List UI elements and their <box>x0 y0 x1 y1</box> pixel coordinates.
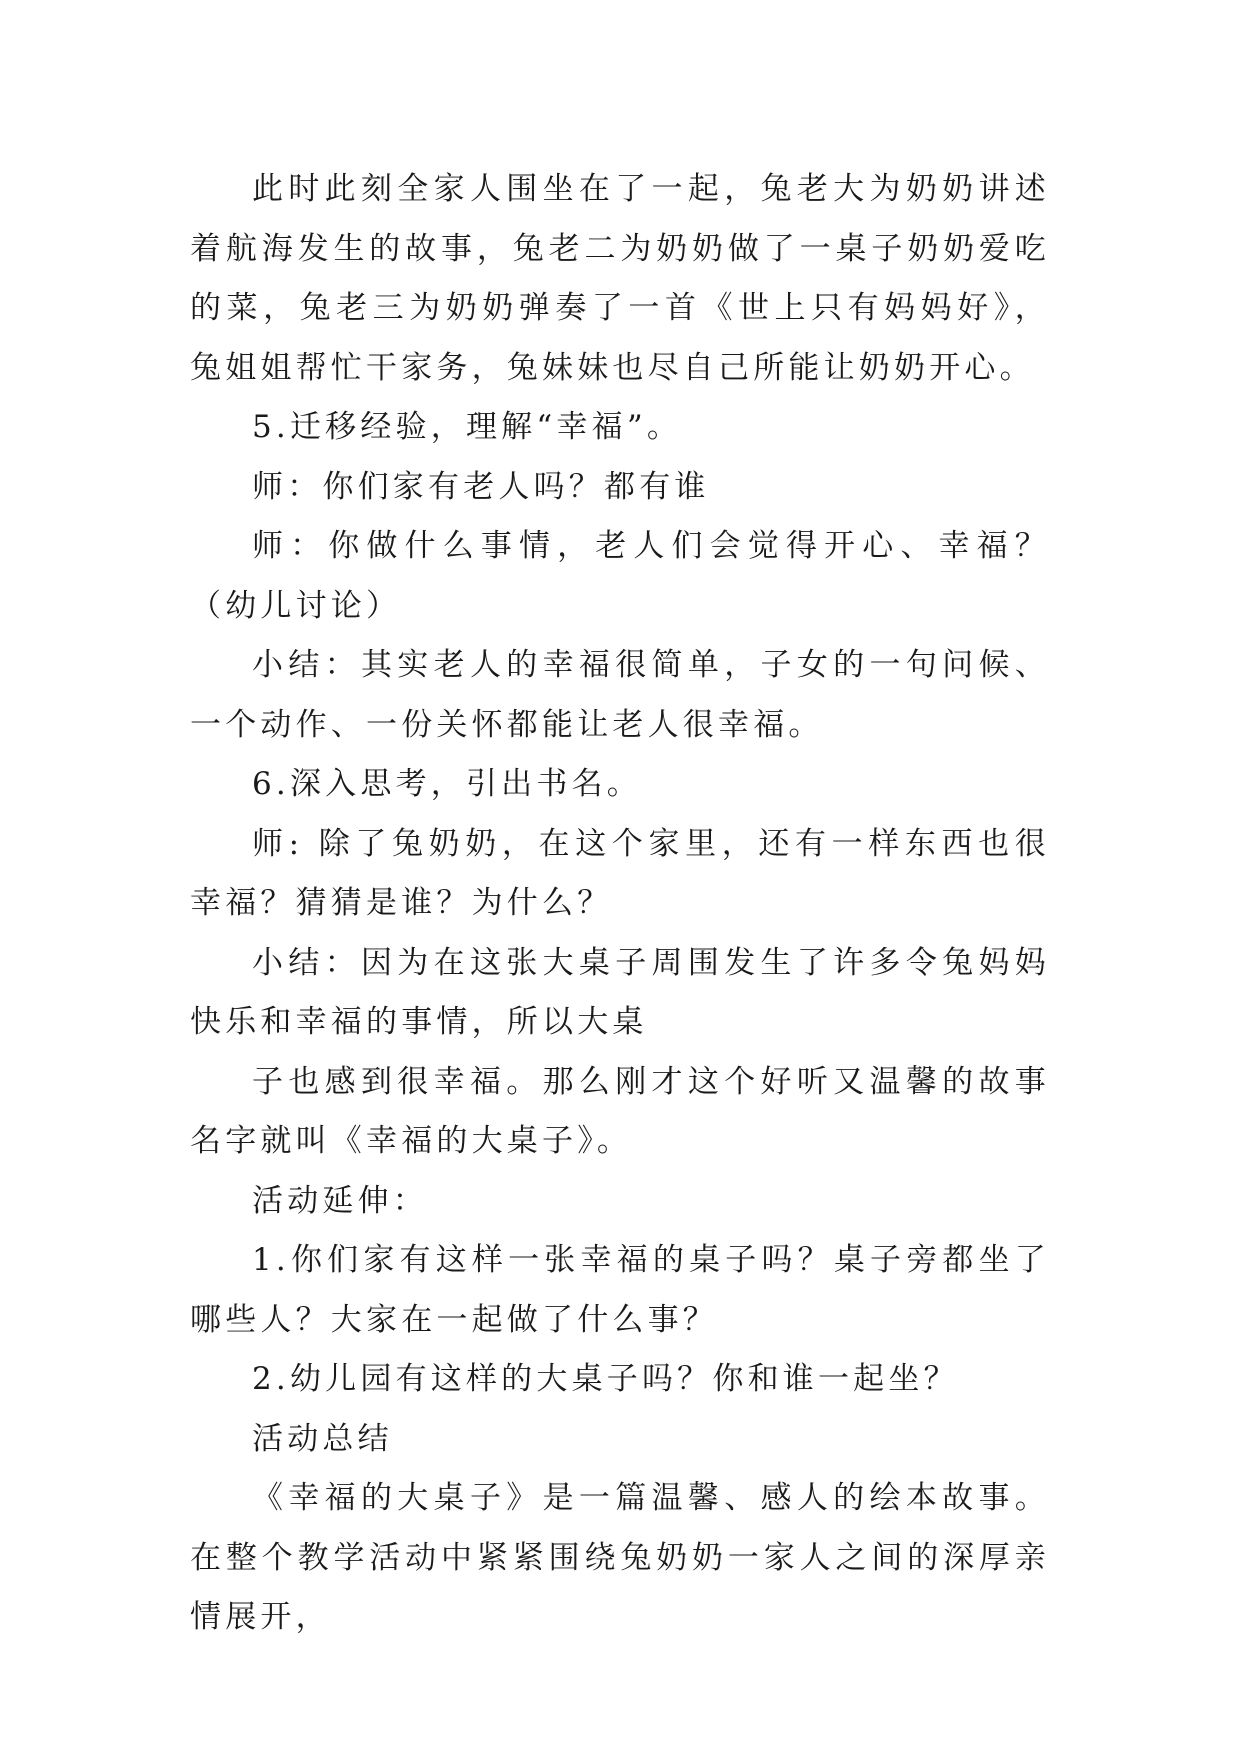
paragraph-teacher-question-guess: 师: 除了兔奶奶，在这个家里，还有一样东西也很幸福？猜猜是谁？为什么？ <box>190 825 1050 921</box>
paragraph-extension-item-1: 1.你们家有这样一张幸福的桌子吗？桌子旁都坐了哪些人？大家在一起做了什么事？ <box>190 1242 1050 1338</box>
paragraph-family-gathering: 此时此刻全家人围坐在了一起，兔老大为奶奶讲述着航海发生的故事，兔老二为奶奶做了一桌子奶奶爱吃的菜，兔老三为奶奶弹奏了一首《世上只有妈妈好》，兔姐姐帮忙干家务，兔妹妹也尽自己所能让奶奶开心。 <box>190 171 1050 386</box>
document-body <box>190 160 1050 1648</box>
paragraph-summary-heading: 活动总结 <box>252 1420 393 1457</box>
paragraph-teacher-question-happiness: 师：你做什么事情，老人们会觉得开心、幸福？（幼儿讨论） <box>190 528 1050 624</box>
paragraph-step-5-heading: 5.迁移经验，理解“幸福”。 <box>252 409 683 445</box>
paragraph-summary-table-part1: 小结：因为在这张大桌子周围发生了许多令兔妈妈快乐和幸福的事情，所以大桌 <box>190 944 1050 1040</box>
paragraph-extension-item-2: 2.幼儿园有这样的大桌子吗？你和谁一起坐？ <box>252 1361 959 1397</box>
paragraph-summary-body: 《幸福的大桌子》是一篇温馨、感人的绘本故事。在整个教学活动中紧紧围绕兔奶奶一家人之间的深厚亲情展开， <box>190 1480 1050 1635</box>
paragraph-summary-table-part2: 子也感到很幸福。那么刚才这个好听又温馨的故事名字就叫《幸福的大桌子》。 <box>190 1063 1050 1159</box>
paragraph-extension-heading: 活动延伸： <box>252 1182 428 1219</box>
paragraph-teacher-question-elders: 师：你们家有老人吗？都有谁 <box>252 468 710 505</box>
paragraph-step-6-heading: 6.深入思考，引出书名。 <box>252 766 642 802</box>
paragraph-summary-elders: 小结：其实老人的幸福很简单，子女的一句问候、一个动作、一份关怀都能让老人很幸福。 <box>190 647 1050 743</box>
